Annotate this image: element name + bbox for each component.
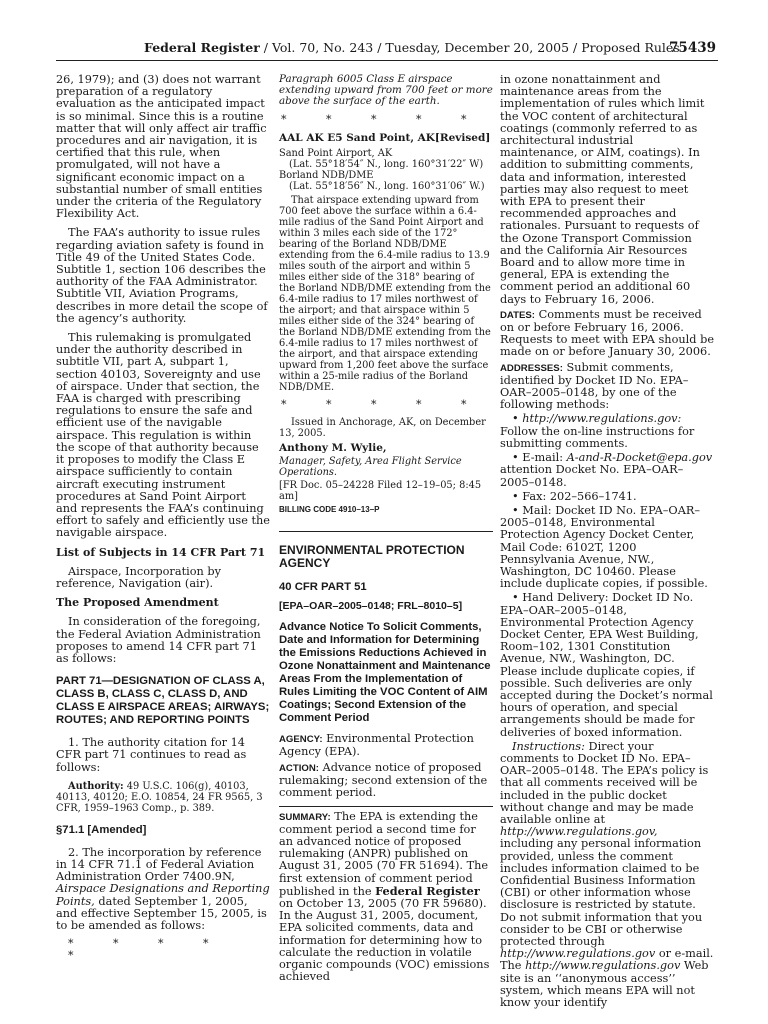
dates-line xyxy=(500,309,714,359)
text-run: Fax: 202–566–1741. xyxy=(522,489,637,503)
airspace-heading: AAL AK E5 Sand Point, AK[Revised] xyxy=(279,131,491,144)
agency-label: AGENCY: xyxy=(279,733,323,745)
divider xyxy=(279,531,493,532)
bullet-item: • Fax: 202–566–1741. xyxy=(512,489,637,503)
action-text: Advance notice of proposed rulemaking; second extension of the comment period. xyxy=(279,761,488,800)
paragraph: 1. The authority citation for 14 CFR part 71 continues to read as follows: xyxy=(56,736,247,774)
paragraph: Airspace, Incorporation by reference, Navigation (air). xyxy=(56,564,221,590)
authority-label: Authority: xyxy=(68,780,124,792)
text-run-italic: Airspace Designations and Reporting Points, xyxy=(56,882,270,908)
agency-line xyxy=(279,733,493,758)
text-run: 2. The incorporation by reference in 14 CFR 71.1 of Federal Aviation Administration Order 7400.9N, xyxy=(56,845,262,884)
text-run: E-mail: xyxy=(522,451,567,465)
text-run: Hand Delivery: Docket ID No. EPA–OAR–2005–0148, Environmental Protection Agency Docket Center, EPA West Building, Room–102, 1301 Constitution Avenue, NW., Washington, DC. Please include duplicate copies, if possible. Such deliveries are only accepted during the Docket’s normal hours of operation, and special arrangements should be made for deliveries of boxed information. xyxy=(500,591,713,739)
bullet-item: • Mail: Docket ID No. EPA–OAR–2005–0148, Environmental Protection Agency Docket Center, Mail Code: 6102T, 1200 Pennsylvania Avenue, NW., Washington, DC 10460. Please include duplicate copies, if possible. xyxy=(500,503,708,591)
text-run: Direct your comments to Docket ID No. EPA–OAR–2005–0148. The EPA’s policy is that all comments received will be included in the public docket without change and may be made available online at xyxy=(500,739,709,826)
column-1 xyxy=(56,74,270,969)
paragraph: In consideration of the foregoing, the Federal Aviation Administration proposes to amend 14 CFR part 71 as follows: xyxy=(56,615,261,665)
agency-heading: ENVIRONMENTAL PROTECTION AGENCY xyxy=(279,542,465,571)
text-run: attention Docket No. EPA–OAR–2005–0148. xyxy=(500,463,684,489)
page-header xyxy=(56,40,718,61)
bullet-item: • E-mail: A-and-R-Docket@epa.gov attention Docket No. EPA–OAR–2005–0148. xyxy=(500,451,713,489)
link-text[interactable]: http://www.regulations.gov xyxy=(525,959,681,973)
summary xyxy=(279,806,493,984)
dates-label: DATES: xyxy=(500,309,535,321)
airspace-description: That airspace extending upward from 700 feet above the surface within a 6.4-mile radius of the Sand Point Airport and within 3 miles each side of the 172° bearing of the Borland NDB/DME extending from the 6.4-mile radius to 13.9 miles south of the airport and within 5 miles either side of the 318° bearing of the Borland NDB/DME extending from the 6.4-mile radius to 17 miles northwest of the airport; and that airspace within 5 miles either side of the 324° bearing of the Borland NDB/DME extending from the 6.4-mile radius to 17 miles northwest of the airport, and that airspace extending upward from 1,200 feet above the surface within a 25-mile radius of the Borland NDB/DME. xyxy=(279,195,491,394)
text-run: on October 13, 2005 (70 FR 59680). In the August 31, 2005, document, EPA solicited comments, data and information for determining how to calculate the reduction in volatile organic compounds (VOC) emissions achieved xyxy=(279,897,490,984)
coordinates: (Lat. 55°18′56″ N., long. 160°31′06″ W.) xyxy=(289,181,485,193)
text-run: dated September 1, 2005, and effective September 15, 2005, is to be amended as follows: xyxy=(56,894,267,932)
stars-divider: * * * * * xyxy=(281,112,485,126)
link-text[interactable]: http://www.regulations.gov: xyxy=(522,412,682,426)
text-run: Follow the on-line instructions for submitting comments. xyxy=(500,424,695,450)
link-text[interactable]: http://www.regulations.gov xyxy=(500,947,656,961)
paragraph: This rulemaking is promulgated under the authority described in subtitle VII, part A, subpart 1, section 40103, Sovereignty and use of airspace. Under that section, the FAA is charged with prescribing regulations to ensure the safe and efficient use of the navigable airspace. This regulation is within the scope of that authority because it proposes to modify the Class E airspace sufficiently to contain aircraft executing instrument procedures at Sand Point Airport and represents the FAA’s continuing effort to safely and efficiently use the navigable airspace. xyxy=(56,331,270,540)
text-run-bold: Federal Register xyxy=(375,883,480,898)
docket-number: [EPA–OAR–2005–0148; FRL–8010–5] xyxy=(279,599,463,612)
location: Borland NDB/DME xyxy=(279,170,374,182)
text-run: including any personal information provided, unless the comment includes information claimed to be Confidential Business Information (CBI) or other information whose disclosure is restricted by statute. Do not submit information that you consider to be CBI or otherwise protected through xyxy=(500,837,703,949)
text-run: The EPA is extending the comment period a second time for an advanced notice of proposed rulemaking (ANPR) published on August 31, 2005 (70 FR 51694). The first extension of comment period published in the xyxy=(279,809,489,898)
paragraph: The FAA’s authority to issue rules regarding aviation safety is found in Title 49 of the United States Code. Subtitle 1, section 106 describes the authority of the FAA Administrator. Subtitle VII, Aviation Programs, describes in more detail the scope of the agency’s authority. xyxy=(56,226,268,325)
issue-info: / Vol. 70, No. 243 / Tuesday, December 20, 2005 / Proposed Rules xyxy=(259,40,680,55)
instructions xyxy=(500,741,714,1009)
part-heading: PART 71—DESIGNATION OF CLASS A, CLASS B, CLASS C, CLASS D, AND CLASS E AIRSPACE AREAS; AIRWAYS; ROUTES; AND REPORTING POINTS xyxy=(56,675,270,727)
issued-note: Issued in Anchorage, AK, on December 13, 2005. xyxy=(279,417,486,440)
email-link[interactable]: A-and-R-Docket@epa.gov xyxy=(566,451,713,465)
text-run: Mail: Docket ID No. EPA–OAR–2005–0148, Environmental Protection Agency Docket Center, Mail Code: 6102T, 1200 Pennsylvania Avenue, NW., Washington, DC 10460. Please include duplicate copies, if possible. xyxy=(500,503,708,591)
link-text[interactable]: http://www.regulations.gov, xyxy=(500,825,658,839)
paragraph: in ozone nonattainment and maintenance areas from the implementation of rules which limit the VOC content of architectural coatings (commonly referred to as architectural industrial maintenance, or AIM, coatings). In addition to submitting comments, data and information, interested parties may also request to meet with EPA to present their recommended approaches and rationales. Pursuant to requests of the Ozone Transport Commission and the California Air Resources Board and to allow more time in general, EPA is extending the comment period an additional 60 days to February 16, 2006. xyxy=(500,73,705,306)
addresses-line xyxy=(500,362,714,412)
bullet-item: • http://www.regulations.gov: Follow the on-line instructions for submitting comments. xyxy=(500,412,695,450)
bullet-item: • Hand Delivery: Docket ID No. EPA–OAR–2005–0148, Environmental Protection Agency Docket Center, EPA West Building, Room–102, 1301 Constitution Avenue, NW., Washington, DC. Please include duplicate copies, if possible. Such deliveries are only accepted during the Docket’s normal hours of operation, and special arrangements should be made for deliveries of boxed information. xyxy=(500,591,713,739)
stars-divider: * * * * * xyxy=(68,937,227,963)
action-label: ACTION: xyxy=(279,763,319,775)
text-run: or e-mail. The xyxy=(500,947,714,973)
action-line xyxy=(279,762,493,800)
summary-label: SUMMARY: xyxy=(279,811,331,823)
location: Sand Point Airport, AK xyxy=(279,148,393,160)
column-3 xyxy=(500,74,714,1009)
addresses-label: ADDRESSES: xyxy=(500,362,563,374)
page-number: 75439 xyxy=(669,40,716,56)
journal-name: Federal Register xyxy=(144,40,260,55)
signer-title: Manager, Safety, Area Flight Service Operations. xyxy=(279,456,462,479)
paragraph xyxy=(56,847,270,932)
authority-text: 49 U.S.C. 106(g), 40103, 40113, 40120; E.O. 10854, 24 FR 9565, 3 CFR, 1959–1963 Comp., p. 389. xyxy=(56,780,263,814)
addresses-text: Submit comments, identified by Docket ID No. EPA–OAR–2005–0148, by one of the following methods: xyxy=(500,360,689,412)
billing-code: BILLING CODE 4910–13–P xyxy=(279,505,380,515)
column-2 xyxy=(279,74,493,983)
text-run: Web site is an ‘‘anonymous access’’ system, which means EPA will not know your identify xyxy=(500,959,709,1010)
paragraph: 26, 1979); and (3) does not warrant preparation of a regulatory evaluation as the anticipated impact is so minimal. Since this is a routine matter that will only affect air traffic procedures and air navigation, it is certified that this rule, when promulgated, will not have a significant economic impact on a substantial number of small entities under the criteria of the Regulatory Flexibility Act. xyxy=(56,73,267,221)
authority-citation xyxy=(56,781,270,814)
agency-text: Environmental Protection Agency (EPA). xyxy=(279,731,474,758)
paragraph-caption: Paragraph 6005 Class E airspace extending upward from 700 feet or more above the surface of the earth. xyxy=(279,73,493,108)
section-heading: §71.1 [Amended] xyxy=(56,823,147,836)
document-title: Advance Notice To Solicit Comments, Date and Information for Determining the Emissions Reductions Achieved in Ozone Nonattainment and Maintenance Areas From the Implementation of Rules Limiting the VOC Content of AIM Coatings; Second Extension of the Comment Period xyxy=(279,620,491,724)
section-heading: List of Subjects in 14 CFR Part 71 xyxy=(56,545,266,559)
fr-doc: [FR Doc. 05–24228 Filed 12–19–05; 8:45 am] xyxy=(279,480,482,503)
signer-name: Anthony M. Wylie, xyxy=(279,442,387,455)
stars-divider: * * * * * xyxy=(281,398,485,412)
dates-text: Comments must be received on or before February 16, 2006. Requests to meet with EPA should be made on or before January 30, 2006. xyxy=(500,307,715,359)
section-heading: The Proposed Amendment xyxy=(56,596,219,610)
header-citation xyxy=(144,40,680,55)
cfr-part: 40 CFR PART 51 xyxy=(279,580,367,593)
coordinates: (Lat. 55°18′54″ N., long. 160°31′22″ W) xyxy=(289,159,484,171)
instructions-label: Instructions: xyxy=(512,739,585,753)
